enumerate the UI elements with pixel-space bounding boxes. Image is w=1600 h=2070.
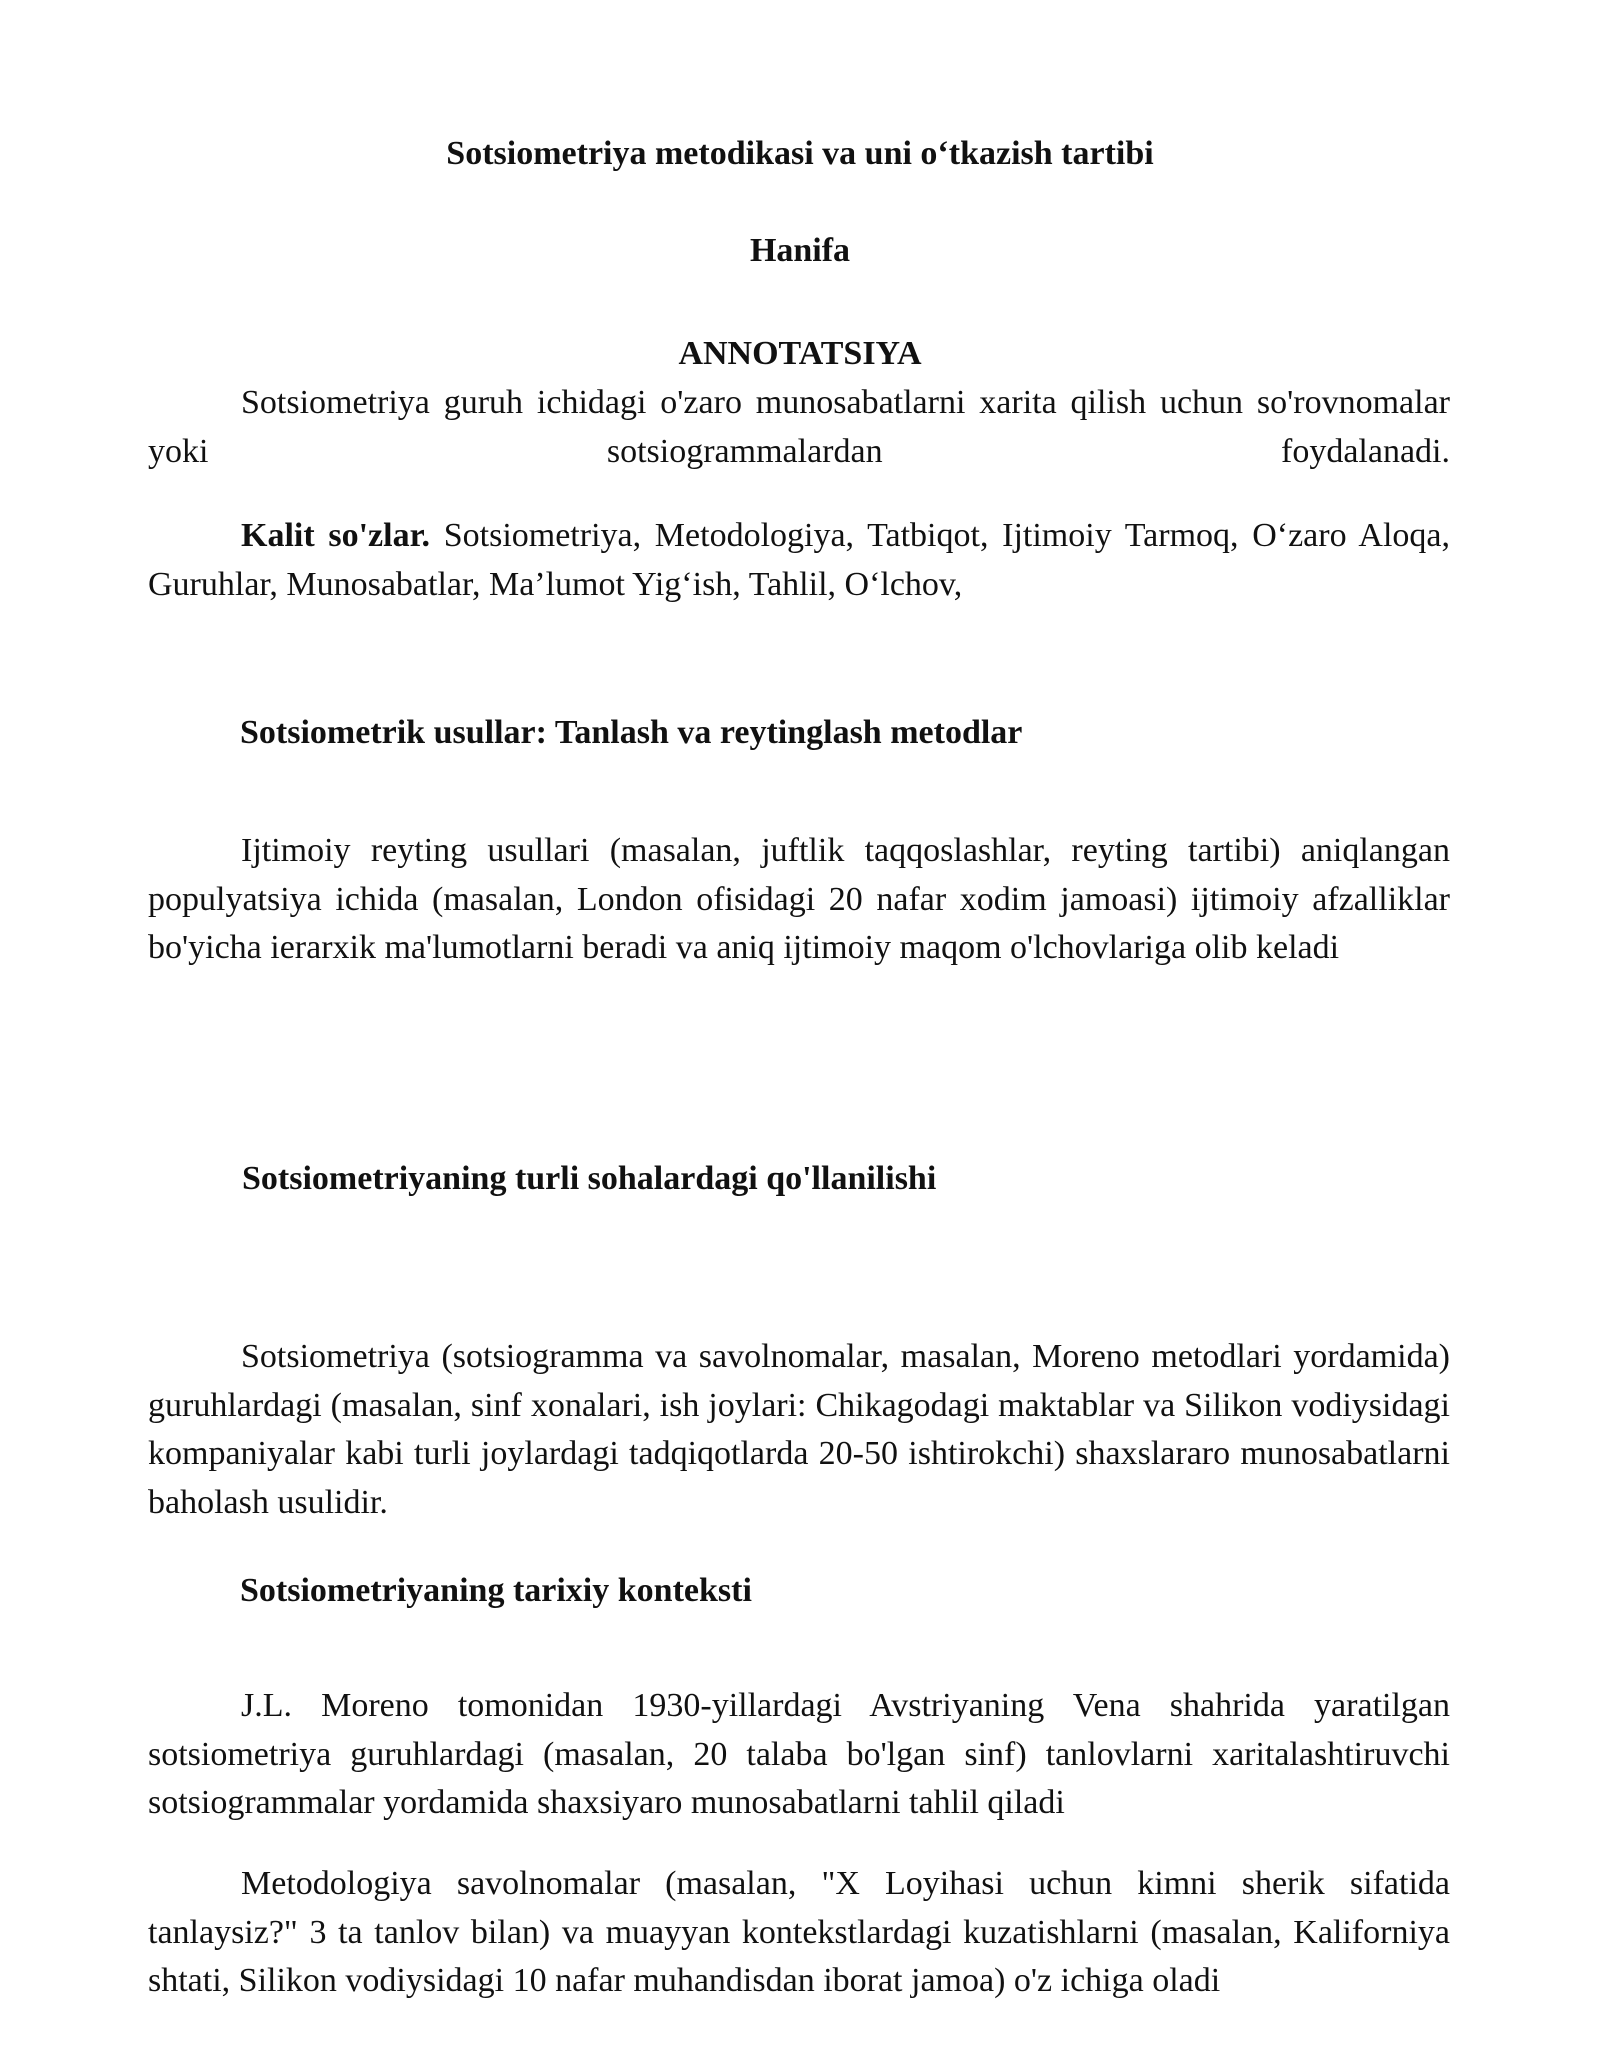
section-text-history-2: Metodologiya savolnomalar (masalan, "X Loyihasi uchun kimni sherik sifatida tanlaysiz?" 3 ta tanlov bilan) va muayyan kontekstlardagi kuzatishlarni (masalan, Kaliforniya shtati, Silikon vodiysidagi 10 nafar muhandisdan iborat jamoa) o'z ichiga oladi bbox=[148, 1865, 1450, 1999]
author-name: Hanifa bbox=[749, 232, 851, 269]
section-text-applications: Sotsiometriya (sotsiogramma va savolnomalar, masalan, Moreno metodlari yordamida) guruhlardagi (masalan, sinf xonalari, ish joylari: Chikagodagi maktablar va Silikon vodiysidagi kompaniyalar kabi turli joylardagi tadqiqotlarda 20-50 ishtirokchi) shaxslararo munosabatlarni baholash usulidir. bbox=[148, 1338, 1450, 1521]
section-text-history-1: J.L. Moreno tomonidan 1930-yillardagi Avstriyaning Vena shahrida yaratilgan sotsiometriya guruhlardagi (masalan, 20 talaba bo'lgan sinf) tanlovlarni xaritalashtiruvchi sotsiogrammalar yordamida shaxsiyaro munosabatlarni tahlil qiladi bbox=[148, 1687, 1450, 1821]
section-heading-methods: Sotsiometrik usullar: Tanlash va reytinglash metodlar bbox=[240, 714, 1023, 751]
section-text-methods: Ijtimoiy reyting usullari (masalan, juftlik taqqoslashlar, reyting tartibi) aniqlangan populyatsiya ichida (masalan, London ofisidagi 20 nafar xodim jamoasi) ijtimoiy afzalliklar bo'yicha ierarxik ma'lumotlarni beradi va aniq ijtimoiy maqom o'lchovlariga olib keladi bbox=[148, 832, 1450, 966]
keywords-paragraph bbox=[148, 512, 1450, 609]
keywords-text: Sotsiometriya, Metodologiya, Tatbiqot, Ijtimoiy Tarmoq, O‘zaro Aloqa, Guruhlar, Munosabatlar, Ma’lumot Yig‘ish, Tahlil, O‘lchov, bbox=[148, 517, 1450, 603]
keywords-label: Kalit so'zlar. bbox=[241, 517, 431, 554]
abstract-text: Sotsiometriya guruh ichidagi o'zaro munosabatlarni xarita qilish uchun so'rovnomalar yoki sotsiogrammalardan foydalanadi. bbox=[148, 384, 1450, 470]
section-heading-applications: Sotsiometriyaning turli sohalardagi qo'llanilishi bbox=[242, 1160, 937, 1197]
paper-title: Sotsiometriya metodikasi va uni o‘tkazish tartibi bbox=[446, 135, 1154, 172]
section-heading-history: Sotsiometriyaning tarixiy konteksti bbox=[240, 1572, 752, 1609]
abstract-heading: ANNOTATSIYA bbox=[678, 335, 922, 372]
